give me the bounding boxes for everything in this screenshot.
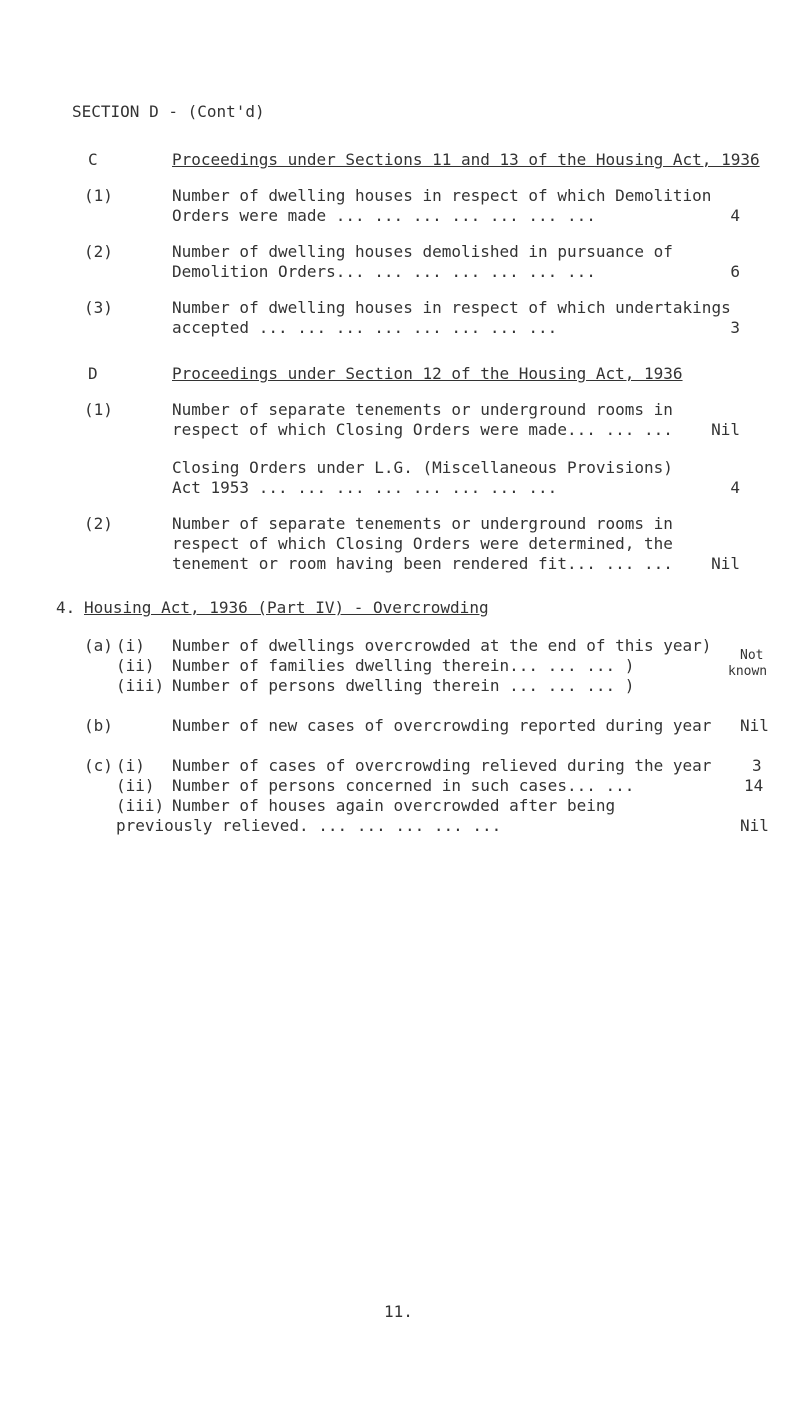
s4-c-label: (c) (84, 756, 113, 775)
section-4-num: 4. (56, 598, 76, 617)
s4-c-ii-text: Number of persons concerned in such cases... ... (172, 776, 635, 795)
d-item-2-value: Nil (711, 554, 740, 573)
c-item-3-num: (3) (84, 298, 113, 317)
d-item-1b-value: 4 (730, 478, 740, 497)
s4-c-i-value: 3 (752, 756, 762, 775)
d-item-1b-line2: Act 1953 ... ... ... ... ... ... ... ... (172, 478, 558, 497)
s4-a-label: (a) (84, 636, 113, 655)
s4-b-label: (b) (84, 716, 113, 735)
section-4-title: Housing Act, 1936 (Part IV) - Overcrowding (84, 598, 489, 617)
s4-a-i-text: Number of dwellings overcrowded at the end of this year) (172, 636, 712, 655)
d-item-2-line3: tenement or room having been rendered fit... ... ... (172, 554, 673, 573)
s4-c-cont-text: previously relieved. ... ... ... ... ... (116, 816, 502, 835)
section-c-title: Proceedings under Sections 11 and 13 of the Housing Act, 1936 (172, 150, 760, 169)
s4-a-ii-num: (ii) (116, 656, 155, 675)
c-item-3-line1: Number of dwelling houses in respect of which undertakings (172, 298, 731, 317)
s4-b-text: Number of new cases of overcrowding reported during year (172, 716, 712, 735)
d-item-1-line2: respect of which Closing Orders were made... ... ... (172, 420, 673, 439)
s4-c-i-text: Number of cases of overcrowding relieved during the year (172, 756, 712, 775)
s4-c-ii-num: (ii) (116, 776, 155, 795)
s4-c-iii-num: (iii) (116, 796, 165, 815)
d-item-1-num: (1) (84, 400, 113, 419)
s4-c-i-num: (i) (116, 756, 145, 775)
section-c-label: C (88, 150, 98, 169)
s4-a-i-num: (i) (116, 636, 145, 655)
c-item-3-line2: accepted ... ... ... ... ... ... ... ... (172, 318, 558, 337)
section-header: SECTION D - (Cont'd) (72, 102, 265, 121)
c-item-2-line1: Number of dwelling houses demolished in pursuance of (172, 242, 673, 261)
c-item-1-num: (1) (84, 186, 113, 205)
c-item-1-line1: Number of dwelling houses in respect of which Demolition (172, 186, 712, 205)
c-item-1-line2: Orders were made ... ... ... ... ... ... ... (172, 206, 596, 225)
page-number: 11. (384, 1302, 413, 1321)
s4-c-iii-text: Number of houses again overcrowded after being (172, 796, 616, 815)
d-item-2-line1: Number of separate tenements or underground rooms in (172, 514, 673, 533)
d-item-1b-line1: Closing Orders under L.G. (Miscellaneous Provisions) (172, 458, 673, 477)
d-item-1-value: Nil (711, 420, 740, 439)
c-item-2-num: (2) (84, 242, 113, 261)
s4-a-iii-num: (iii) (116, 676, 165, 695)
c-item-3-value: 3 (730, 318, 740, 337)
s4-c-cont-value: Nil (740, 816, 769, 835)
s4-b-value: Nil (740, 716, 769, 735)
s4-a-value-2: known (728, 664, 768, 679)
d-item-2-line2: respect of which Closing Orders were determined, the (172, 534, 673, 553)
c-item-2-value: 6 (730, 262, 740, 281)
s4-a-ii-text: Number of families dwelling therein... ... ... ) (172, 656, 635, 675)
section-d-title: Proceedings under Section 12 of the Housing Act, 1936 (172, 364, 683, 383)
c-item-2-line2: Demolition Orders... ... ... ... ... ... ... (172, 262, 596, 281)
s4-c-ii-value: 14 (744, 776, 764, 795)
c-item-1-value: 4 (730, 206, 740, 225)
d-item-1-line1: Number of separate tenements or underground rooms in (172, 400, 673, 419)
s4-a-value-1: Not (740, 648, 764, 663)
s4-a-iii-text: Number of persons dwelling therein ... ... ... ) (172, 676, 635, 695)
d-item-2-num: (2) (84, 514, 113, 533)
section-d-label: D (88, 364, 98, 383)
